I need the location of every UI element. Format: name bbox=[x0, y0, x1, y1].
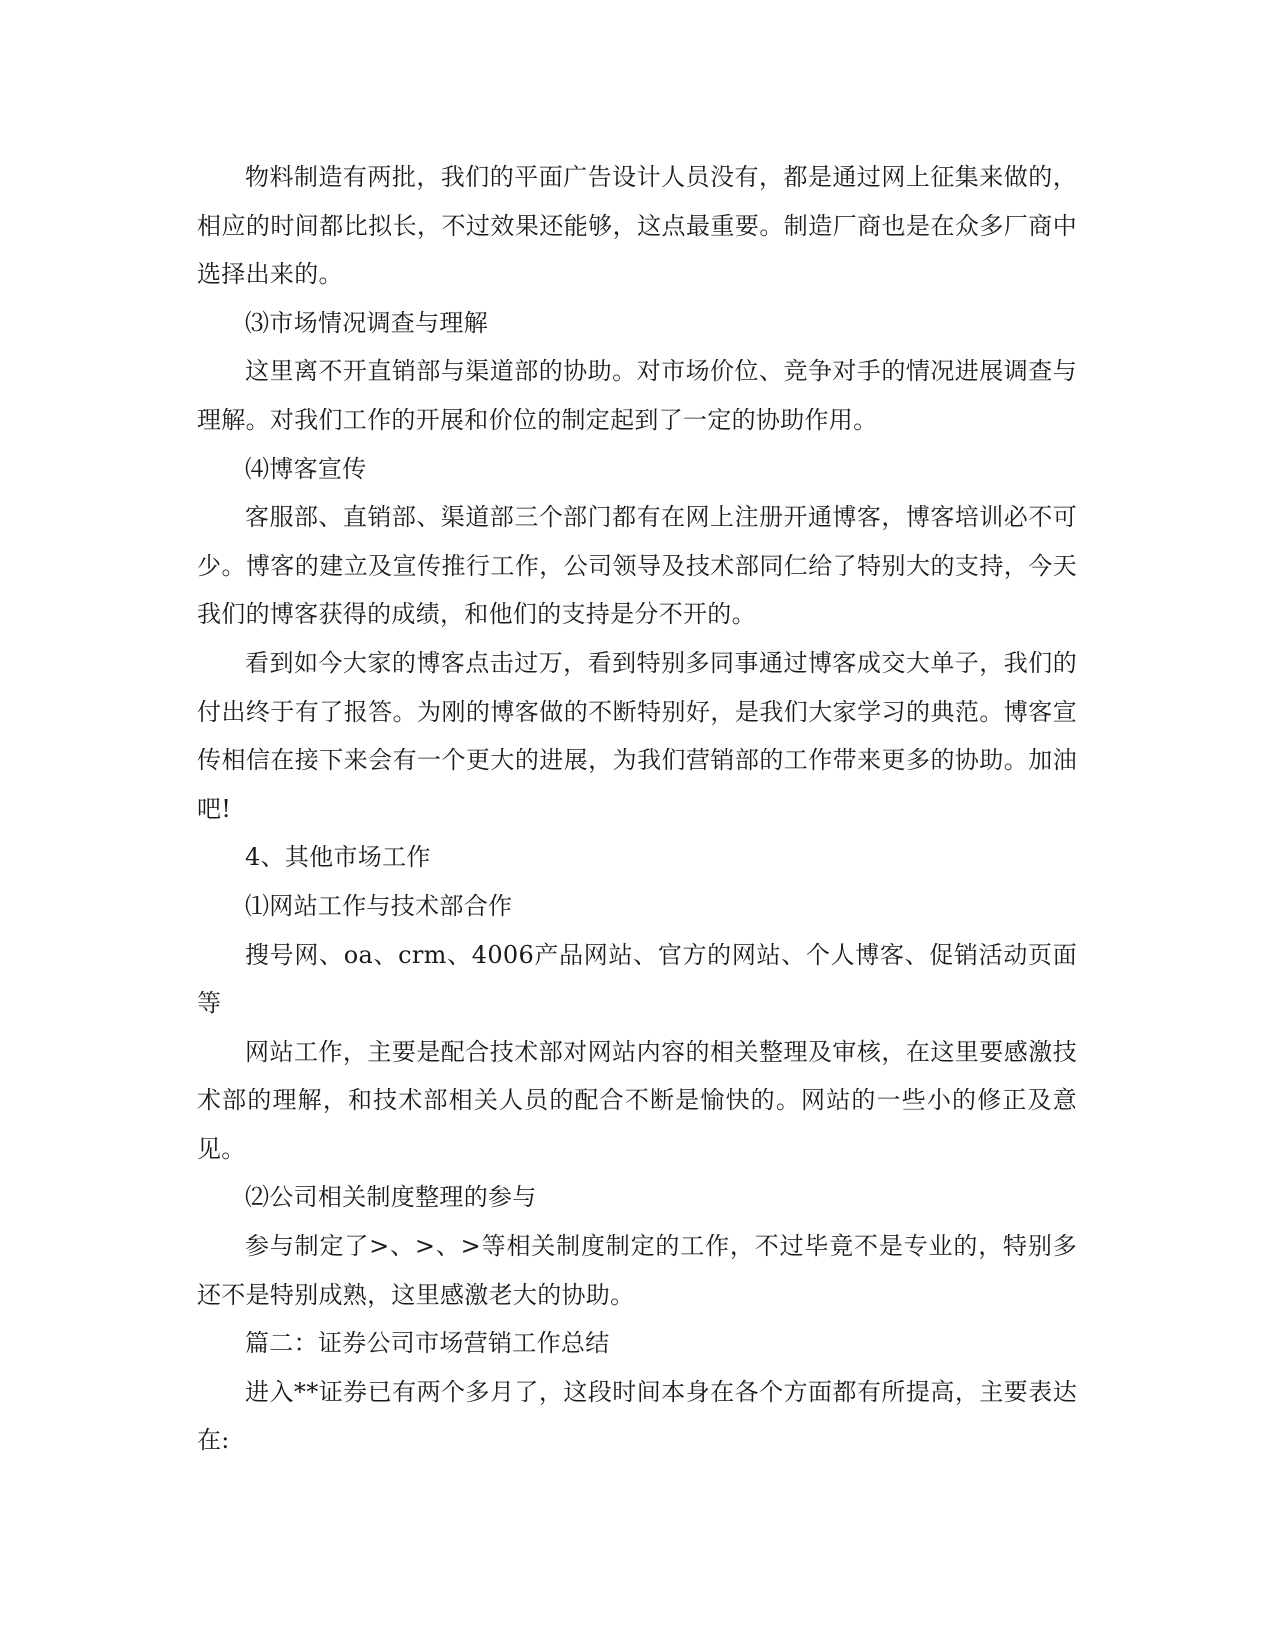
paragraph-blog-setup: 客服部、直销部、渠道部三个部门都有在网上注册开通博客，博客培训必不可少。博客的建立及宣传推行工作，公司领导及技术部同仁给了特别大的支持，今天我们的博客获得的成绩，和他们的支持是分不开的。 bbox=[197, 503, 1077, 629]
paragraph-website-list: 搜号网、oa、crm、4006产品网站、官方的网站、个人博客、促销活动页面等 bbox=[197, 940, 1077, 1018]
heading-company-policy: ⑵公司相关制度整理的参与 bbox=[245, 1183, 537, 1212]
paragraph-market-survey: 这里离不开直销部与渠道部的协助。对市场价位、竞争对手的情况进展调查与理解。对我们工作的开展和价位的制定起到了一定的协助作用。 bbox=[197, 357, 1077, 434]
heading-part-two: 篇二：证券公司市场营销工作总结 bbox=[245, 1329, 610, 1358]
paragraph-website-work: 网站工作，主要是配合技术部对网站内容的相关整理及审核，在这里要感激技术部的理解，和技术部相关人员的配合不断是愉快的。网站的一些小的修正及意见。 bbox=[197, 1037, 1077, 1163]
paragraph-blog-results: 看到如今大家的博客点击过万，看到特别多同事通过博客成交大单子，我们的付出终于有了报答。为刚的博客做的不断特别好，是我们大家学习的典范。博客宣传相信在接下来会有一个更大的进展，为我们营销部的工作带来更多的协助。加油吧! bbox=[197, 648, 1077, 823]
document-body bbox=[197, 153, 1077, 1465]
heading-other-market-work: 4、其他市场工作 bbox=[245, 843, 431, 872]
heading-blog-promotion: ⑷博客宣传 bbox=[245, 454, 367, 483]
heading-market-survey: ⑶市场情况调查与理解 bbox=[245, 308, 488, 337]
paragraph-company-policy: 参与制定了>、>、>等相关制度制定的工作，不过毕竟不是专业的，特别多还不是特别成熟，这里感激老大的协助。 bbox=[197, 1232, 1077, 1309]
paragraph-materials: 物料制造有两批，我们的平面广告设计人员没有，都是通过网上征集来做的，相应的时间都比拟长，不过效果还能够，这点最重要。制造厂商也是在众多厂商中选择出来的。 bbox=[197, 163, 1077, 289]
heading-website-work: ⑴网站工作与技术部合作 bbox=[245, 891, 513, 920]
paragraph-part-two-intro: 进入**证券已有两个多月了，这段时间本身在各个方面都有所提高，主要表达在: bbox=[197, 1377, 1077, 1455]
